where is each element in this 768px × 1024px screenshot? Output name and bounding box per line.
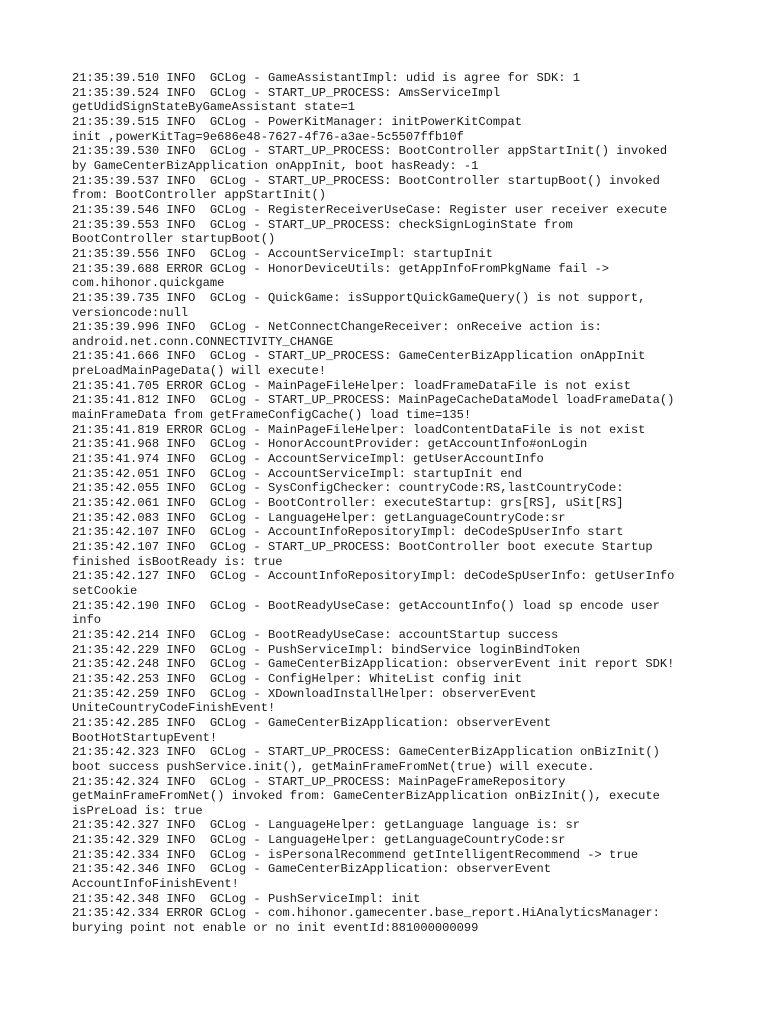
log-line: 21:35:42.214 INFO GCLog - BootReadyUseCase: accountStartup success: [72, 627, 559, 642]
log-line: BootController startupBoot(): [72, 232, 276, 247]
log-line: info: [72, 613, 102, 628]
log-line: 21:35:42.346 INFO GCLog - GameCenterBizApplication: observerEvent: [72, 862, 551, 877]
log-line: 21:35:41.974 INFO GCLog - AccountServiceImpl: getUserAccountInfo: [72, 452, 544, 467]
log-line: AccountInfoFinishEvent!: [72, 877, 239, 892]
log-line: 21:35:42.259 INFO GCLog - XDownloadInstallHelper: observerEvent: [72, 686, 537, 701]
log-line: versioncode:null: [72, 305, 189, 320]
log-line: 21:35:39.530 INFO GCLog - START_UP_PROCESS: BootController appStartInit() invoked: [72, 144, 668, 159]
log-line: 21:35:42.248 INFO GCLog - GameCenterBizApplication: observerEvent init report SDK!: [72, 657, 675, 672]
log-line: 21:35:39.688 ERROR GCLog - HonorDeviceUtils: getAppInfoFromPkgName fail ->: [72, 261, 610, 276]
log-line: 21:35:39.553 INFO GCLog - START_UP_PROCESS: checkSignLoginState from: [72, 217, 573, 232]
log-line: 21:35:42.324 INFO GCLog - START_UP_PROCESS: MainPageFrameRepository: [72, 774, 566, 789]
log-line: 21:35:42.348 INFO GCLog - PushServiceImpl: init: [72, 891, 421, 906]
log-line: 21:35:42.253 INFO GCLog - ConfigHelper: WhiteList config init: [72, 671, 522, 686]
log-line: 21:35:39.996 INFO GCLog - NetConnectChangeReceiver: onReceive action is:: [72, 320, 602, 335]
log-line: 21:35:41.812 INFO GCLog - START_UP_PROCESS: MainPageCacheDataModel loadFrameData(): [72, 393, 675, 408]
log-line: by GameCenterBizApplication onAppInit, boot hasReady: -1: [72, 158, 479, 173]
log-line: finished isBootReady is: true: [72, 554, 283, 569]
log-line: 21:35:41.666 INFO GCLog - START_UP_PROCESS: GameCenterBizApplication onAppInit: [72, 349, 646, 364]
log-line: from: BootController appStartInit(): [72, 188, 327, 203]
log-line: 21:35:42.190 INFO GCLog - BootReadyUseCase: getAccountInfo() load sp encode user: [72, 598, 660, 613]
log-line: 21:35:41.968 INFO GCLog - HonorAccountProvider: getAccountInfo#onLogin: [72, 437, 588, 452]
log-line: UniteCountryCodeFinishEvent!: [72, 701, 276, 716]
log-line: 21:35:42.061 INFO GCLog - BootController: executeStartup: grs[RS], uSit[RS]: [72, 496, 624, 511]
log-line: mainFrameData from getFrameConfigCache() load time=135!: [72, 408, 472, 423]
log-line: 21:35:42.055 INFO GCLog - SysConfigChecker: countryCode:RS,lastCountryCode:: [72, 481, 624, 496]
log-line: 21:35:42.229 INFO GCLog - PushServiceImpl: bindService loginBindToken: [72, 642, 581, 657]
log-line: com.hihonor.quickgame: [72, 276, 225, 291]
log-line: 21:35:42.051 INFO GCLog - AccountServiceImpl: startupInit end: [72, 466, 522, 481]
log-line: init ,powerKitTag=9e686e48-7627-4f76-a3ae-5c5507ffb10f: [72, 129, 464, 144]
log-line: getUdidSignStateByGameAssistant state=1: [72, 100, 356, 115]
log-line: 21:35:39.735 INFO GCLog - QuickGame: isSupportQuickGameQuery() is not support,: [72, 290, 646, 305]
log-line: 21:35:42.127 INFO GCLog - AccountInfoRepositoryImpl: deCodeSpUserInfo: getUserInfo: [72, 569, 675, 584]
log-line: 21:35:42.334 ERROR GCLog - com.hihonor.gamecenter.base_report.HiAnalyticsManager:: [72, 906, 660, 921]
log-line: 21:35:39.510 INFO GCLog - GameAssistantImpl: udid is agree for SDK: 1: [72, 71, 581, 85]
log-line: BootHotStartupEvent!: [72, 730, 218, 745]
log-line: 21:35:39.524 INFO GCLog - START_UP_PROCESS: AmsServiceImpl: [72, 85, 501, 100]
log-line: 21:35:42.329 INFO GCLog - LanguageHelper: getLanguageCountryCode:sr: [72, 833, 566, 848]
log-line: getMainFrameFromNet() invoked from: GameCenterBizApplication onBizInit(), execute: [72, 789, 660, 804]
log-line: 21:35:39.546 INFO GCLog - RegisterReceiverUseCase: Register user receiver execute: [72, 202, 668, 217]
log-line: boot success pushService.init(), getMainFrameFromNet(true) will execute.: [72, 759, 595, 774]
log-line: 21:35:39.515 INFO GCLog - PowerKitManager: initPowerKitCompat: [72, 114, 522, 129]
log-line: 21:35:42.323 INFO GCLog - START_UP_PROCESS: GameCenterBizApplication onBizInit(): [72, 745, 660, 760]
log-line: 21:35:42.107 INFO GCLog - START_UP_PROCESS: BootController boot execute Startup: [72, 540, 653, 554]
log-line: 21:35:42.334 INFO GCLog - isPersonalRecommend getIntelligentRecommend -> true: [72, 847, 639, 862]
log-document: [72, 71, 712, 936]
log-line: preLoadMainPageData() will execute!: [72, 364, 327, 379]
log-line: 21:35:41.819 ERROR GCLog - MainPageFileHelper: loadContentDataFile is not exist: [72, 422, 646, 437]
log-line: 21:35:39.537 INFO GCLog - START_UP_PROCESS: BootController startupBoot() invoked: [72, 173, 660, 188]
log-line: burying point not enable or no init eventId:881000000099: [72, 921, 479, 936]
log-line: 21:35:42.107 INFO GCLog - AccountInfoRepositoryImpl: deCodeSpUserInfo start: [72, 525, 624, 540]
log-line: isPreLoad is: true: [72, 803, 203, 818]
log-line: 21:35:42.327 INFO GCLog - LanguageHelper: getLanguage language is: sr: [72, 818, 581, 833]
log-line: android.net.conn.CONNECTIVITY_CHANGE: [72, 334, 334, 349]
log-line: 21:35:42.083 INFO GCLog - LanguageHelper: getLanguageCountryCode:sr: [72, 510, 566, 525]
log-line: 21:35:39.556 INFO GCLog - AccountServiceImpl: startupInit: [72, 246, 493, 261]
log-line: setCookie: [72, 583, 138, 598]
log-line: 21:35:41.705 ERROR GCLog - MainPageFileHelper: loadFrameDataFile is not exist: [72, 378, 631, 393]
log-line: 21:35:42.285 INFO GCLog - GameCenterBizApplication: observerEvent: [72, 715, 551, 730]
